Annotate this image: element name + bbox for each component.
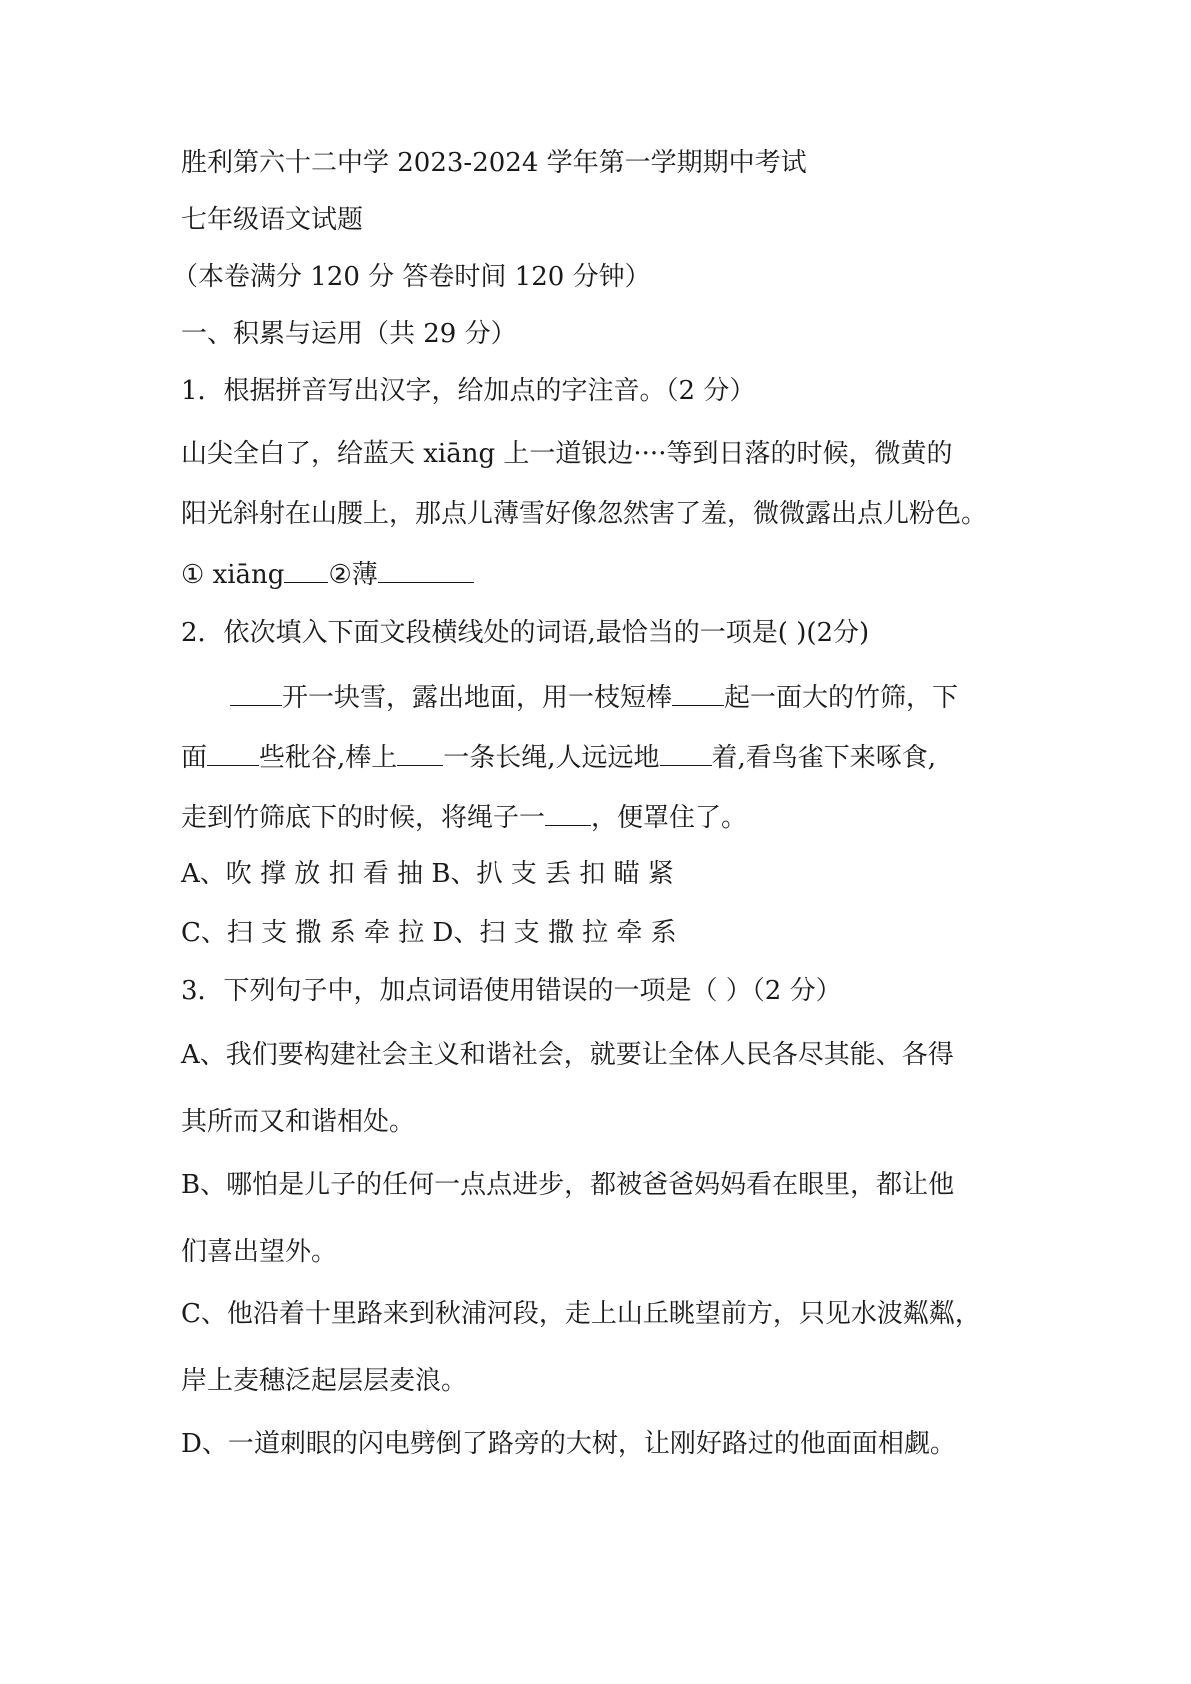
section-heading: 一、积累与运用（共 29 分） — [181, 319, 517, 349]
question-2-prompt: 2．依次填入下面文段横线处的词语,最恰当的一项是( )(2分) — [181, 618, 870, 648]
answer-blank-b — [378, 556, 474, 583]
question-2-options-row-1: A、吹 撑 放 扣 看 抽 B、扒 支 丢 扣 瞄 紧 — [181, 859, 674, 889]
question-3-option-a-line-1: A、我们要构建社会主义和谐社会，就要让全体人民各尽其能、各得 — [181, 1040, 954, 1070]
passage-text: 些秕谷,棒上 — [259, 743, 398, 773]
fill-blank — [660, 739, 712, 766]
question-1-passage-line-1: 山尖全白了，给蓝天 xiāng 上一道银边····等到日落的时候，微黄的 — [181, 439, 953, 469]
question-3-option-c-line-1: C、他沿着十里路来到秋浦河段，走上山丘眺望前方，只见水波粼粼， — [181, 1299, 981, 1329]
question-2-passage-line-2 — [181, 739, 936, 773]
passage-text: 起一面大的竹筛，下 — [724, 683, 959, 713]
passage-text: 一条长绳,人远远地 — [443, 743, 660, 773]
question-2-options-row-2: C、扫 支 撒 系 牵 拉 D、扫 支 撒 拉 牵 系 — [181, 918, 677, 948]
passage-text: 走到竹筛底下的时候，将绳子一 — [181, 803, 546, 833]
passage-text: ，便罩住了。 — [591, 803, 748, 833]
subject-title: 七年级语文试题 — [181, 205, 364, 235]
fill-blank — [207, 739, 259, 766]
question-3-option-d-line-1: D、一道刺眼的闪电劈倒了路旁的大树，让刚好路过的他面面相觑。 — [181, 1429, 956, 1459]
question-1-passage-line-2: 阳光斜射在山腰上，那点儿薄雪好像忽然害了羞，微微露出点儿粉色。 — [181, 499, 988, 529]
answer-blank-a — [284, 556, 328, 583]
fill-blank — [397, 739, 443, 766]
question-3-option-b-line-1: B、哪怕是儿子的任何一点点进步，都被爸爸妈妈看在眼里，都让他 — [181, 1170, 955, 1200]
question-2-passage-line-1 — [230, 679, 958, 713]
question-3-prompt: 3．下列句子中，加点词语使用错误的一项是（ ）（2 分） — [181, 976, 842, 1006]
passage-text: 开一块雪，露出地面，用一枝短棒 — [282, 683, 673, 713]
question-2-passage-line-3 — [181, 799, 747, 833]
school-title: 胜利第六十二中学 2023-2024 学年第一学期期中考试 — [181, 148, 807, 178]
question-1-answer-row — [181, 556, 474, 590]
fill-blank — [230, 679, 282, 706]
answer-label-b: ②薄 — [328, 560, 378, 590]
fill-blank — [672, 679, 724, 706]
passage-text: 面 — [181, 743, 208, 773]
exam-info: （本卷满分 120 分 答卷时间 120 分钟） — [172, 262, 651, 292]
fill-blank — [545, 799, 591, 826]
question-3-option-b-line-2: 们喜出望外。 — [181, 1237, 338, 1267]
passage-text: 着,看鸟雀下来啄食, — [711, 743, 937, 773]
question-1-prompt: 1．根据拼音写出汉字，给加点的字注音。（2 分） — [181, 376, 756, 406]
answer-label-a: ① xiāng — [181, 560, 285, 590]
question-3-option-a-line-2: 其所而又和谐相处。 — [181, 1107, 416, 1137]
question-3-option-c-line-2: 岸上麦穗泛起层层麦浪。 — [181, 1366, 468, 1396]
